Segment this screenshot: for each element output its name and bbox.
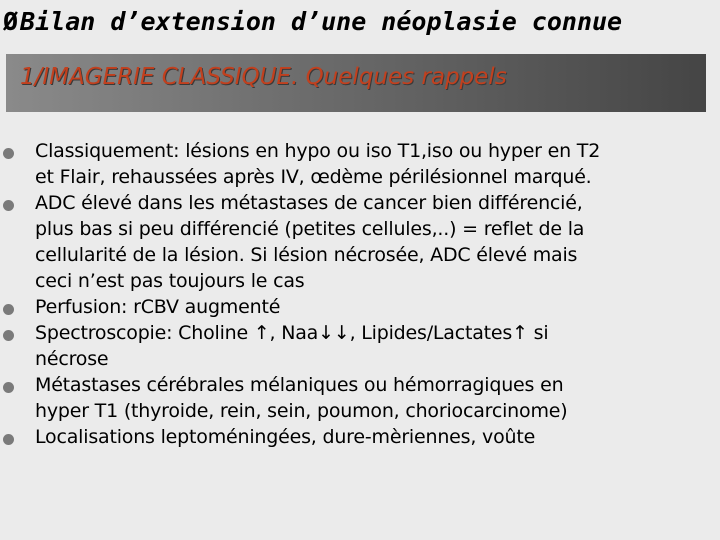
bullet-line: Métastases cérébrales mélaniques ou hémorragiques en [35,374,564,396]
bullet-line: ceci n’est pas toujours le cas [35,270,305,292]
bullet-line: plus bas si peu différencié (petites cellules,..) = reflet de la [35,218,585,240]
bullet-dot-icon [3,200,14,211]
bullet-list [0,138,720,450]
banner-title: 1/IMAGERIE CLASSIQUE. Quelques rappels [20,64,507,90]
bullet-line: et Flair, rehaussées après IV, œdème périlésionnel marqué. [35,166,592,188]
bullet-dot-icon [3,148,14,159]
bullet-item [0,372,720,424]
bullet-item [0,190,720,294]
bullet-line: cellularité de la lésion. Si lésion nécrosée, ADC élevé mais [35,244,578,266]
bullet-line: ADC élevé dans les métastases de cancer bien différencié, [35,192,583,214]
bullet-line: Spectroscopie: Choline ↑, Naa↓↓, Lipides/Lactates↑ si [35,322,549,344]
bullet-line: Perfusion: rCBV augmenté [35,296,281,318]
heading-text: Bilan d’extension d’une néoplasie connue [20,7,623,36]
bullet-item [0,138,720,190]
bullet-line: Localisations leptoméningées, dure-mèriennes, voûte [35,426,536,448]
section-banner [6,54,706,112]
arrow-bullet-icon: Ø [3,7,19,36]
bullet-dot-icon [3,304,14,315]
bullet-dot-icon [3,330,14,341]
bullet-item [0,294,720,320]
bullet-dot-icon [3,434,14,445]
bullet-line: nécrose [35,348,109,370]
bullet-dot-icon [3,382,14,393]
bullet-line: Classiquement: lésions en hypo ou iso T1,iso ou hyper en T2 [35,140,601,162]
bullet-line: hyper T1 (thyroide, rein, sein, poumon, choriocarcinome) [35,400,568,422]
bullet-item [0,320,720,372]
slide-heading [3,2,622,42]
bullet-item [0,424,720,450]
